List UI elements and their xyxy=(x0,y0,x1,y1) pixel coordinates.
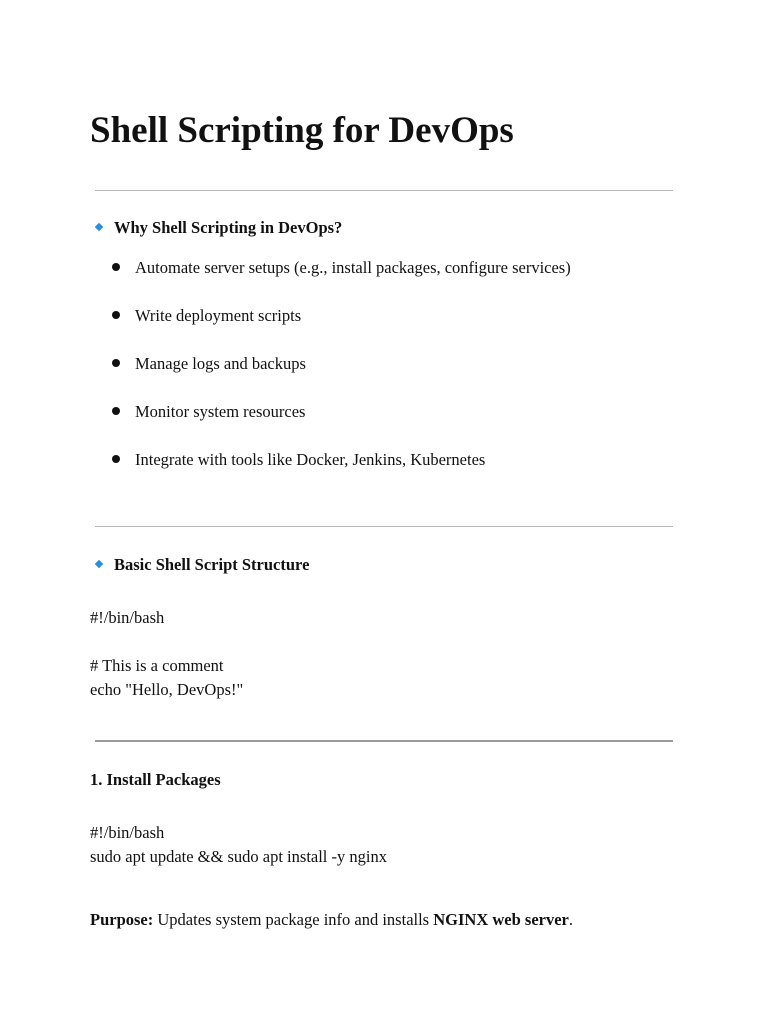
bullet-dot-icon xyxy=(112,359,120,367)
bullet-dot-icon xyxy=(112,455,120,463)
section-heading-install: 1. Install Packages xyxy=(90,770,221,789)
code-line-command: sudo apt update && sudo apt install -y nginx xyxy=(90,847,387,866)
section-heading-text: Basic Shell Script Structure xyxy=(114,555,310,574)
section-heading-why xyxy=(96,217,342,239)
diamond-bullet-icon xyxy=(95,223,103,231)
section-heading-structure xyxy=(96,554,309,576)
code-line-echo: echo "Hello, DevOps!" xyxy=(90,680,244,699)
divider xyxy=(95,740,673,742)
purpose-label: Purpose: xyxy=(90,910,154,929)
diamond-bullet-icon xyxy=(95,560,103,568)
bullet-dot-icon xyxy=(112,311,120,319)
list-item: Monitor system resources xyxy=(112,401,305,423)
code-line-comment: # This is a comment xyxy=(90,656,224,675)
purpose-end: . xyxy=(568,910,573,929)
bullet-dot-icon xyxy=(112,263,120,271)
code-line-shebang: #!/bin/bash xyxy=(90,823,165,842)
divider xyxy=(95,190,673,191)
divider xyxy=(95,526,673,527)
list-item: Manage logs and backups xyxy=(112,353,306,375)
bullet-dot-icon xyxy=(112,407,120,415)
section-heading-text: Why Shell Scripting in DevOps? xyxy=(114,218,343,237)
page-title: Shell Scripting for DevOps xyxy=(90,110,514,151)
purpose-emphasis: NGINX web server xyxy=(433,910,569,929)
purpose-text: Updates system package info and installs xyxy=(153,910,434,929)
list-item: Automate server setups (e.g., install packages, configure services) xyxy=(112,257,571,279)
list-item: Write deployment scripts xyxy=(112,305,301,327)
code-line-shebang: #!/bin/bash xyxy=(90,608,165,627)
list-item: Integrate with tools like Docker, Jenkins, Kubernetes xyxy=(112,449,485,471)
purpose-paragraph xyxy=(90,909,573,931)
